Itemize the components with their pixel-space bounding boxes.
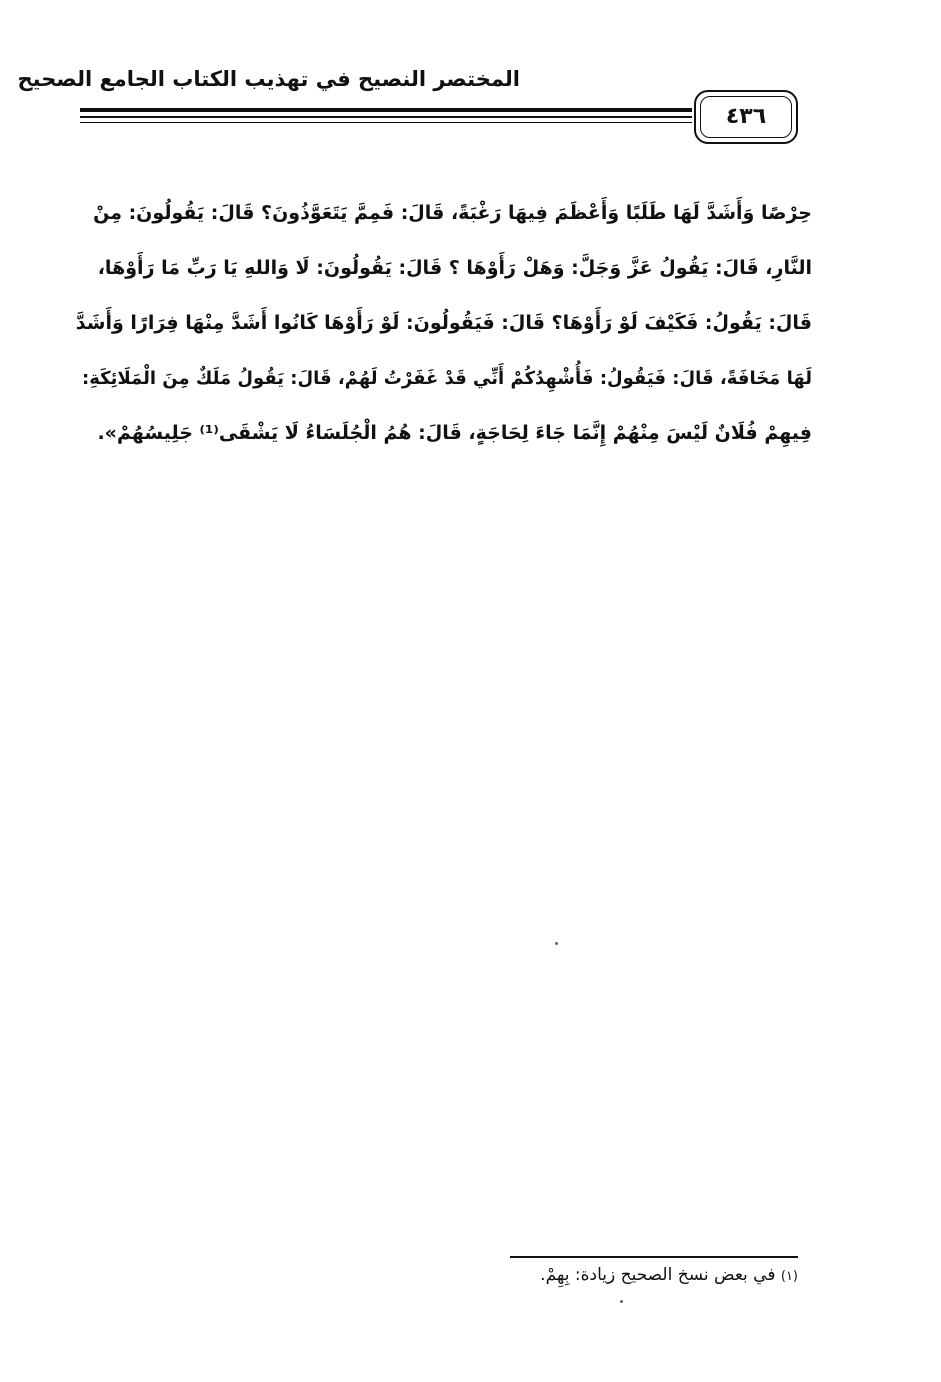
header-rule-hairline <box>80 122 692 123</box>
body-text <box>76 186 812 461</box>
text-line-4: لَهَا مَخَافَةً، قَالَ: فَيَقُولُ: فَأُشْهِدُكُمْ أَنِّي قَدْ غَفَرْتُ لَهُمْ، قَالَ: يَقُولُ مَلَكٌ مِنَ الْمَلَائِكَةِ: <box>82 368 812 389</box>
text-line-3: قَالَ: يَقُولُ: فَكَيْفَ لَوْ رَأَوْهَا؟ قَالَ: فَيَقُولُونَ: لَوْ رَأَوْهَا كَانُوا أَشَدَّ مِنْهَا فِرَارًا وَأَشَدَّ <box>76 312 812 334</box>
footnote-text: في بعض نسخ الصحيح زيادة: بِهِمْ. <box>540 1265 776 1285</box>
text-line-5: فِيهِمْ فُلَانٌ لَيْسَ مِنْهُمْ إِنَّمَا جَاءَ لِحَاجَةٍ، قَالَ: هُمُ الْجُلَسَاءُ لَا يَشْقَى⁽¹⁾ جَلِيسُهُمْ». <box>97 422 812 444</box>
footnote-marker: (١) <box>780 1269 798 1284</box>
header-rule-thin <box>80 116 692 118</box>
header-rule-thick <box>80 108 692 112</box>
page-number-frame <box>694 90 798 144</box>
text-line-2: النَّارِ، قَالَ: يَقُولُ عَزَّ وَجَلَّ: وَهَلْ رَأَوْهَا ؟ قَالَ: يَقُولُونَ: لَا وَاللهِ يَا رَبِّ مَا رَأَوْهَا، <box>97 257 812 279</box>
scan-speck <box>555 942 558 945</box>
scan-speck <box>620 1300 623 1303</box>
footnote <box>380 1250 798 1292</box>
page-number: ٤٣٦ <box>725 104 767 129</box>
text-line-1: حِرْصًا وَأَشَدَّ لَهَا طَلَبًا وَأَعْظَمَ فِيهَا رَغْبَةً، قَالَ: فَمِمَّ يَتَعَوَّذُونَ؟ قَالَ: يَقُولُونَ: مِنْ <box>93 202 812 224</box>
running-title: المختصر النصيح في تهذيب الكتاب الجامع الصحيح <box>17 67 520 91</box>
